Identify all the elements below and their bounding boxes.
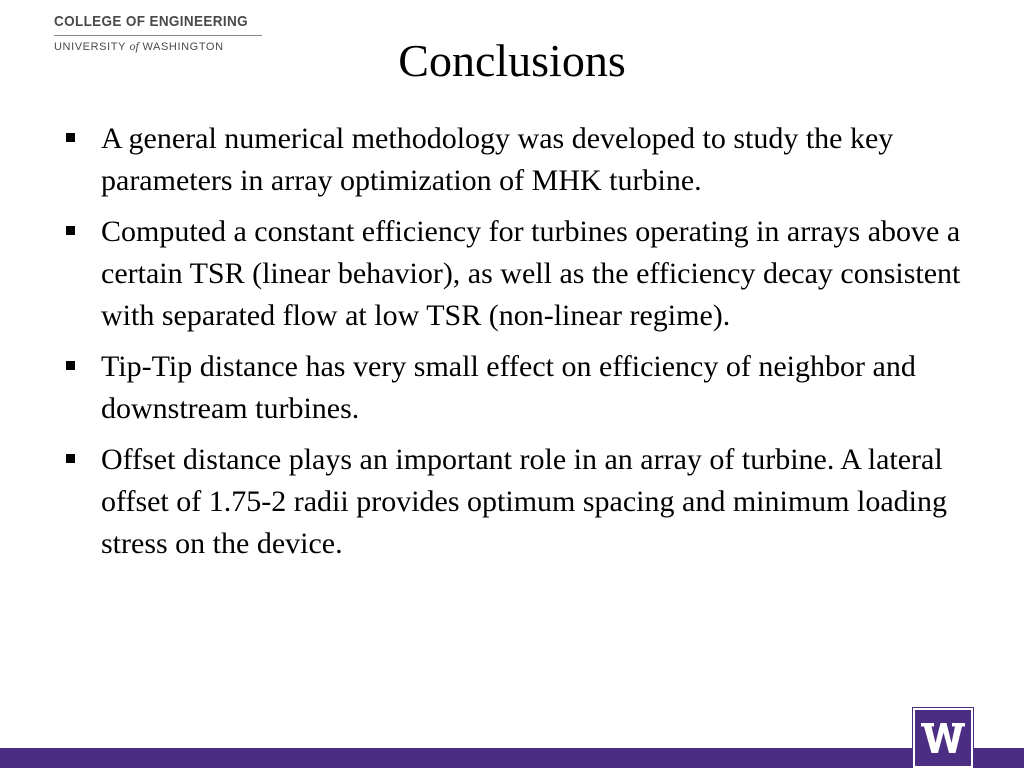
conclusions-list: [64, 118, 964, 574]
logo-college-text: COLLEGE OF ENGINEERING: [54, 13, 248, 30]
bullet-text: Computed a constant efficiency for turbines operating in arrays above a certain TSR (linear behavior), as well as the efficiency decay consistent with separated flow at low TSR (non-linear regime).: [101, 215, 961, 332]
square-bullet-icon: [66, 133, 75, 142]
bullet-text: Tip-Tip distance has very small effect on efficiency of neighbor and downstream turbines.: [101, 350, 916, 425]
bullet-item: [64, 346, 964, 430]
square-bullet-icon: [66, 454, 75, 463]
logo-of-part: of: [129, 39, 139, 53]
bullet-text: Offset distance plays an important role in an array of turbine. A lateral offset of 1.75-2 radii provides optimum spacing and minimum loading stress on the device.: [101, 443, 947, 560]
uw-w-logo-icon: [913, 708, 973, 768]
bullet-item: [64, 439, 964, 565]
logo-washington-part: WASHINGTON: [138, 41, 224, 53]
bullet-text: A general numerical methodology was developed to study the key parameters in array optimization of MHK turbine.: [101, 122, 894, 197]
slide-title: Conclusions: [398, 35, 626, 86]
logo-university-part: UNIVERSITY: [54, 41, 130, 53]
bullet-item: [64, 118, 964, 202]
bullet-item: [64, 211, 964, 337]
w-glyph: [921, 721, 965, 755]
square-bullet-icon: [66, 361, 75, 370]
footer-bar: [0, 748, 1024, 768]
square-bullet-icon: [66, 226, 75, 235]
